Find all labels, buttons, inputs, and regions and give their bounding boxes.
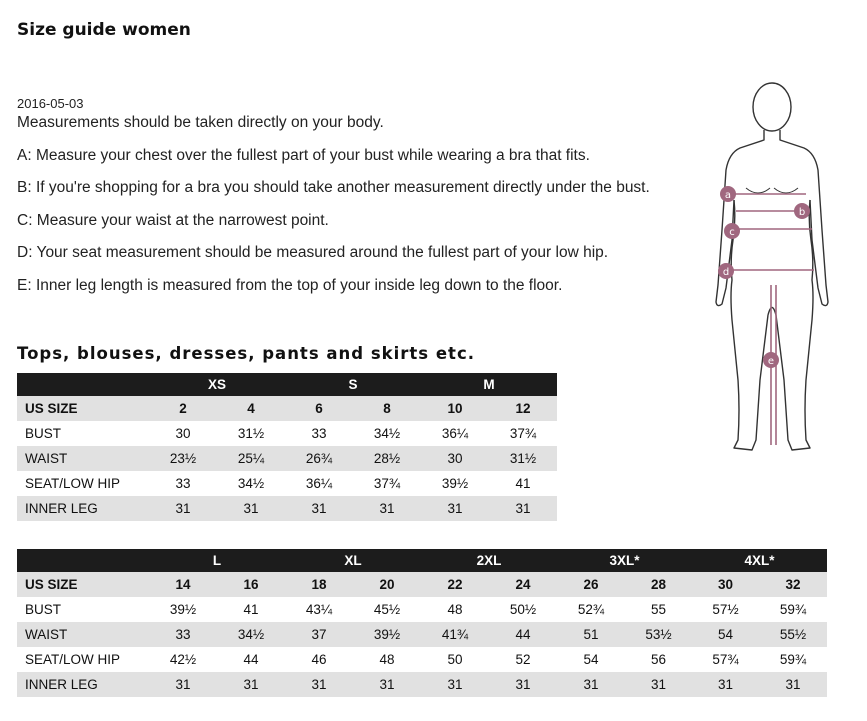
cell: 50 [447,652,463,667]
cell: 43¼ [305,602,333,617]
cell: 28½ [353,446,421,471]
cell: 31 [692,672,759,697]
cell: 48 [447,602,463,617]
cell: 31 [149,496,217,521]
cell: 31 [625,672,692,697]
header-blank [17,549,149,572]
publish-date: 2016-05-03 [17,96,84,111]
cell: 20 [353,572,421,597]
cell: 31 [557,672,625,697]
row-label: US SIZE [17,396,149,421]
row-label: INNER LEG [17,496,149,521]
cell: 39½ [169,602,197,617]
group-header: M [421,373,557,396]
cell: 36¼ [441,426,469,441]
table-row [17,471,557,496]
marker-d-label: d [722,267,730,278]
marker-e-label: e [767,356,775,367]
cell: 37¾ [373,476,401,491]
table-row [17,396,557,421]
cell: 31½ [489,446,557,471]
table-row [17,421,557,446]
cell: 54 [583,652,599,667]
cell: 42½ [169,652,197,667]
cell: 39½ [441,476,469,491]
cell: 41 [243,602,259,617]
cell: 33 [175,476,191,491]
row-label: SEAT/LOW HIP [25,476,121,491]
table-row [17,672,827,697]
cell: 57½ [712,602,739,617]
cell: 26¾ [285,446,353,471]
cell: 23½ [149,446,217,471]
cell: 55½ [759,622,827,647]
cell: 22 [421,572,489,597]
table-row [17,647,827,672]
group-header: XL [285,549,421,572]
cell: 36¼ [305,476,333,491]
table-row [17,446,557,471]
cell: 12 [489,396,557,421]
marker-a-label: a [724,190,732,201]
cell: 55 [651,602,667,617]
cell: 30 [692,572,759,597]
instruction-b: B: If you're shopping for a bra you should take another measurement directly under the bust. [17,179,650,196]
cell: 50½ [509,602,537,617]
cell: 51 [557,622,625,647]
cell: 31 [759,672,827,697]
marker-b-label: b [798,207,806,218]
cell: 30 [175,426,191,441]
cell: 8 [353,396,421,421]
table-row [17,597,827,622]
cell: 30 [421,446,489,471]
cell: 31 [285,496,353,521]
cell: 31 [353,496,421,521]
page-title: Size guide women [17,20,191,40]
row-label: SEAT/LOW HIP [25,652,121,667]
body-measurement-figure [712,80,837,455]
row-label: US SIZE [17,572,149,597]
section-title: Tops, blouses, dresses, pants and skirts etc. [17,344,475,363]
instruction-a: A: Measure your chest over the fullest part of your bust while wearing a bra that fits. [17,147,590,164]
cell: 37¾ [509,426,537,441]
cell: 25¼ [217,446,285,471]
cell: 32 [759,572,827,597]
cell: 41 [515,476,531,491]
cell: 28 [625,572,692,597]
size-table-small [17,373,557,521]
row-label: WAIST [17,446,149,471]
cell: 59¾ [779,602,807,617]
marker-c-label: c [729,227,735,238]
cell: 57¾ [712,652,739,667]
cell: 16 [217,572,285,597]
instruction-c: C: Measure your waist at the narrowest point. [17,212,329,229]
cell: 44 [489,622,557,647]
cell: 31½ [237,426,265,441]
cell: 33 [311,426,327,441]
header-blank [17,373,149,396]
row-label: WAIST [17,622,149,647]
cell: 52 [515,652,531,667]
cell: 31 [489,672,557,697]
cell: 6 [285,396,353,421]
cell: 54 [692,622,759,647]
group-header: S [285,373,421,396]
cell: 44 [243,652,259,667]
cell: 31 [353,672,421,697]
cell: 39½ [353,622,421,647]
cell: 41¾ [421,622,489,647]
cell: 34½ [373,426,401,441]
table-row [17,622,827,647]
cell: 52¾ [577,602,605,617]
cell: 45½ [373,602,401,617]
cell: 18 [285,572,353,597]
cell: 34½ [237,476,265,491]
group-header: L [149,549,285,572]
row-label: BUST [25,426,62,441]
group-header: XS [149,373,285,396]
cell: 31 [217,672,285,697]
cell: 56 [651,652,667,667]
group-header: 3XL* [557,549,692,572]
row-label: INNER LEG [17,672,149,697]
cell: 53½ [625,622,692,647]
cell: 31 [149,672,217,697]
cell: 26 [557,572,625,597]
table-row [17,496,557,521]
cell: 31 [421,496,489,521]
cell: 34½ [217,622,285,647]
row-label: BUST [25,602,62,617]
cell: 46 [311,652,327,667]
cell: 31 [217,496,285,521]
cell: 4 [217,396,285,421]
group-header: 2XL [421,549,557,572]
cell: 10 [421,396,489,421]
cell: 33 [149,622,217,647]
table-row [17,572,827,597]
instruction-d: D: Your seat measurement should be measured around the fullest part of your low hip. [17,244,609,261]
group-header: 4XL* [692,549,827,572]
intro-text: Measurements should be taken directly on your body. [17,114,384,131]
cell: 48 [379,652,395,667]
cell: 31 [421,672,489,697]
size-table-large [17,549,827,697]
cell: 14 [149,572,217,597]
instruction-e: E: Inner leg length is measured from the top of your inside leg down to the floor. [17,277,563,294]
cell: 31 [285,672,353,697]
cell: 59¾ [779,652,807,667]
cell: 2 [149,396,217,421]
cell: 31 [489,496,557,521]
cell: 24 [489,572,557,597]
cell: 37 [285,622,353,647]
